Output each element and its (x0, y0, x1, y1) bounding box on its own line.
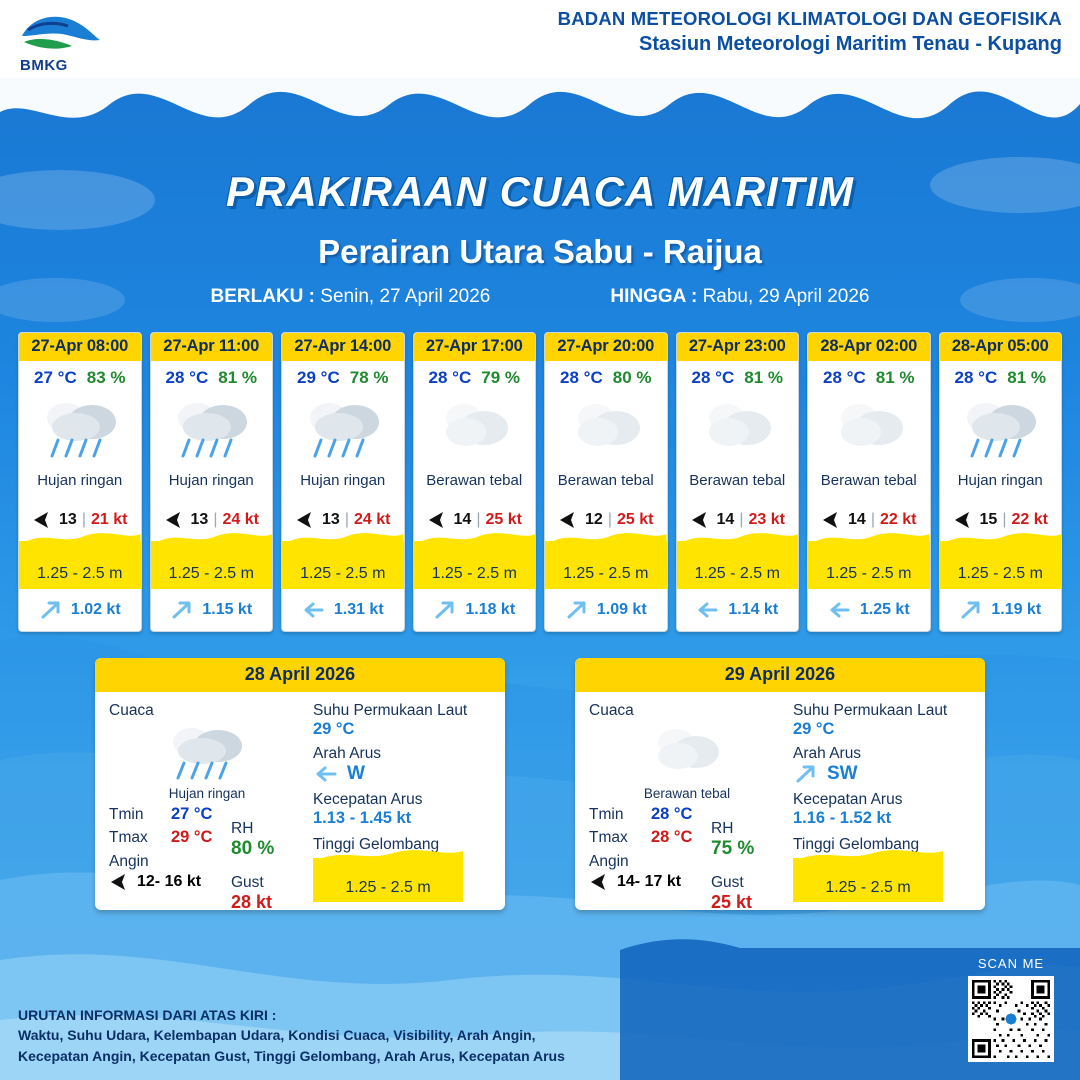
hourly-wind-speed: 13 (190, 511, 209, 528)
hourly-wind: 13 | 24 kt (282, 511, 404, 529)
hourly-time: 28-Apr 05:00 (940, 333, 1062, 361)
hourly-temp-rh (545, 368, 667, 388)
cloud-icon (545, 392, 667, 466)
hourly-wind-speed: 13 (59, 511, 77, 528)
org-line-1: BADAN METEOROLOGI KLIMATOLOGI DAN GEOFISIKA (557, 8, 1062, 29)
hourly-current-speed: 1.02 kt (70, 601, 121, 618)
daily-gust-label: Gust (711, 874, 744, 891)
header-org-text (558, 8, 1062, 56)
hourly-condition: Berawan tebal (820, 472, 917, 489)
hourly-gust: 22 kt (1011, 511, 1048, 528)
hourly-card (281, 332, 405, 632)
hourly-wave-band (19, 541, 141, 589)
bmkg-logo (14, 6, 110, 76)
daily-tmin-label: Tmin (109, 806, 144, 823)
arrow-left-icon (427, 512, 449, 528)
hourly-rh: 78 % (349, 368, 389, 387)
hourly-wind: 14 | 25 kt (414, 511, 536, 529)
hourly-temp: 27 °C (34, 368, 77, 387)
hourly-current-speed: 1.18 kt (465, 601, 516, 618)
hourly-gust: 24 kt (222, 511, 259, 528)
cloud-icon (677, 392, 799, 466)
hourly-wind: 14 | 22 kt (808, 511, 930, 529)
hourly-condition: Berawan tebal (426, 472, 523, 489)
daily-rh-label: RH (711, 820, 734, 837)
hourly-current-speed: 1.19 kt (991, 601, 1042, 618)
hourly-card (413, 332, 537, 632)
daily-tmax-row (589, 828, 785, 847)
page-subtitle: Perairan Utara Sabu - Raijua (318, 233, 762, 270)
daily-tmin-label: Tmin (589, 806, 624, 823)
daily-sst-label: Suhu Permukaan Laut (793, 702, 948, 719)
arrow-up-right-icon (39, 601, 63, 619)
hourly-temp: 28 °C (954, 368, 998, 387)
daily-gust: 28 kt (231, 892, 273, 910)
hourly-temp-rh (414, 368, 536, 388)
daily-current-speed: 1.16 - 1.52 kt (793, 809, 892, 827)
hourly-card (939, 332, 1063, 632)
daily-current-dir-row (313, 763, 491, 785)
hourly-condition: Berawan tebal (557, 472, 654, 489)
daily-sst: 29 °C (793, 720, 835, 738)
daily-tmax-row (109, 828, 305, 847)
daily-current-speed: 1.13 - 1.45 kt (313, 809, 412, 827)
daily-condition: Hujan ringan (168, 786, 246, 801)
rain-icon (282, 392, 404, 466)
daily-sst: 29 °C (313, 720, 355, 738)
hourly-time: 27-Apr 08:00 (19, 333, 141, 361)
hourly-wave: 1.25 - 2.5 m (168, 565, 254, 582)
daily-angin-row (109, 873, 305, 891)
hourly-wave-band (808, 541, 930, 589)
hourly-wave-band (545, 541, 667, 589)
arrow-up-right-icon (959, 601, 983, 619)
hourly-wind-speed: 14 (716, 511, 735, 528)
hourly-current (282, 589, 404, 631)
cloud-icon (414, 392, 536, 466)
daily-current-dir-label: Arah Arus (313, 745, 382, 762)
valid-to-value: Rabu, 29 April 2026 (702, 286, 870, 307)
hourly-current (808, 589, 930, 631)
daily-tmin: 27 °C (171, 805, 213, 823)
hourly-temp-rh (677, 368, 799, 388)
arrow-left-icon (313, 765, 339, 783)
arrow-left-icon (109, 874, 131, 890)
daily-gust: 25 kt (711, 892, 753, 910)
hourly-temp: 28 °C (560, 368, 603, 387)
hourly-wind: 13 | 24 kt (151, 511, 273, 529)
hourly-card (18, 332, 142, 632)
org-line-2: Stasiun Meteorologi Maritim Tenau - Kupang (639, 33, 1062, 55)
valid-to-label: HINGGA : (610, 286, 698, 307)
daily-tmax-label: Tmax (589, 829, 628, 846)
daily-gust-label: Gust (231, 874, 264, 891)
daily-rh: 80 % (231, 838, 275, 859)
arrow-up-right-icon (433, 601, 457, 619)
hourly-card (544, 332, 668, 632)
footer-legend (18, 1005, 565, 1066)
daily-tmin: 28 °C (651, 805, 693, 823)
rain-icon (940, 392, 1062, 466)
hourly-current-speed: 1.14 kt (728, 601, 779, 618)
daily-angin-label: Angin (589, 853, 629, 870)
hourly-current (19, 589, 141, 631)
hourly-gust: 25 kt (616, 511, 654, 528)
hourly-wind-speed: 14 (848, 511, 866, 528)
hourly-time: 27-Apr 14:00 (282, 333, 404, 361)
daily-angin-row (589, 873, 785, 891)
hourly-wind-speed: 13 (322, 511, 340, 528)
hourly-wave-band (282, 541, 404, 589)
hourly-gust: 22 kt (879, 511, 917, 528)
hourly-wind-speed: 15 (979, 511, 998, 528)
qr-code[interactable] (968, 976, 1054, 1062)
hourly-gust: 24 kt (353, 511, 391, 528)
hourly-rh: 83 % (86, 368, 126, 387)
hourly-wave: 1.25 - 2.5 m (957, 565, 1043, 582)
hourly-wave: 1.25 - 2.5 m (694, 565, 780, 582)
hourly-rh: 79 % (481, 368, 520, 387)
daily-tmin-row (109, 805, 305, 824)
hourly-temp: 28 °C (823, 368, 866, 387)
daily-tmax: 29 °C (171, 828, 213, 846)
hourly-wave: 1.25 - 2.5 m (431, 565, 517, 582)
hourly-rh: 80 % (612, 368, 652, 387)
hourly-wind-speed: 12 (585, 511, 603, 528)
arrow-left-icon (589, 874, 611, 890)
validity-row (0, 286, 1080, 308)
daily-condition: Berawan tebal (643, 786, 731, 801)
daily-current-dir-row (793, 763, 971, 785)
hourly-rh: 81 % (875, 368, 915, 387)
hourly-wave: 1.25 - 2.5 m (563, 565, 649, 582)
hourly-wind: 12 | 25 kt (545, 511, 667, 529)
daily-rh-label: RH (231, 820, 254, 837)
hourly-temp-rh (940, 368, 1062, 388)
hourly-temp: 29 °C (297, 368, 340, 387)
arrow-left-icon (953, 512, 975, 528)
hourly-condition: Hujan ringan (300, 472, 386, 489)
valid-to (610, 286, 869, 308)
hourly-time: 27-Apr 17:00 (414, 333, 536, 361)
cloud-icon (808, 392, 930, 466)
hourly-wave-band (677, 541, 799, 589)
daily-tmax-label: Tmax (109, 829, 148, 846)
hourly-condition: Hujan ringan (168, 472, 254, 489)
cloud-icon (589, 722, 785, 784)
daily-angin-label: Angin (109, 853, 149, 870)
bmkg-logo-text: BMKG (20, 57, 68, 74)
scan-block (968, 956, 1054, 1062)
daily-angin: 12- 16 kt (137, 873, 202, 890)
hourly-current-speed: 1.31 kt (333, 601, 384, 618)
hourly-current (677, 589, 799, 631)
rain-icon (19, 392, 141, 466)
hourly-rh: 81 % (744, 368, 783, 387)
hourly-card (676, 332, 800, 632)
arrow-left-icon (32, 512, 54, 528)
hourly-condition: Hujan ringan (957, 472, 1043, 489)
daily-wave-label: Tinggi Gelombang (793, 836, 920, 853)
daily-wave-label: Tinggi Gelombang (313, 836, 440, 853)
footer-line-1: URUTAN INFORMASI DARI ATAS KIRI : (18, 1007, 277, 1024)
daily-angin: 14- 17 kt (617, 873, 682, 890)
hourly-current (545, 589, 667, 631)
hourly-current-speed: 1.25 kt (859, 601, 910, 618)
arrow-left-icon (696, 601, 720, 619)
hourly-wind-speed: 14 (453, 511, 472, 528)
hourly-temp-rh (282, 368, 404, 388)
valid-from (211, 286, 491, 308)
daily-current-speed-label: Kecepatan Arus (313, 791, 423, 808)
hourly-wave-band (940, 541, 1062, 589)
arrow-left-icon (821, 512, 843, 528)
hourly-current-speed: 1.09 kt (596, 601, 647, 618)
daily-card (575, 658, 985, 910)
arrow-up-right-icon (565, 601, 589, 619)
rain-icon (151, 392, 273, 466)
hourly-gust: 23 kt (748, 511, 785, 528)
arrow-left-icon (558, 512, 580, 528)
hourly-time: 27-Apr 23:00 (677, 333, 799, 361)
hourly-current-speed: 1.15 kt (202, 601, 253, 618)
daily-wave: 1.25 - 2.5 m (345, 879, 431, 896)
daily-wave-box (793, 858, 943, 902)
hourly-time: 28-Apr 02:00 (808, 333, 930, 361)
arrow-left-icon (828, 601, 852, 619)
daily-sst-label: Suhu Permukaan Laut (313, 702, 468, 719)
hourly-temp-rh (151, 368, 273, 388)
daily-current-dir-label: Arah Arus (793, 745, 862, 762)
daily-cuaca-label: Cuaca (589, 702, 634, 719)
hourly-card (807, 332, 931, 632)
hourly-condition: Hujan ringan (37, 472, 123, 489)
arrow-left-icon (302, 601, 326, 619)
daily-rh: 75 % (711, 838, 755, 859)
daily-date: 28 April 2026 (95, 658, 505, 692)
hourly-current (940, 589, 1062, 631)
hourly-wave-band (151, 541, 273, 589)
hourly-time: 27-Apr 11:00 (151, 333, 273, 361)
hourly-gust: 25 kt (485, 511, 522, 528)
arrow-up-right-icon (793, 765, 819, 783)
daily-cuaca-label: Cuaca (109, 702, 154, 719)
arrow-up-right-icon (170, 601, 194, 619)
valid-from-label: BERLAKU : (210, 286, 316, 307)
hourly-temp-rh (808, 368, 930, 388)
hourly-wind: 14 | 23 kt (677, 511, 799, 529)
arrow-left-icon (164, 512, 186, 528)
daily-current-speed-label: Kecepatan Arus (793, 791, 903, 808)
hourly-forecast-row (18, 332, 1062, 632)
arrow-left-icon (690, 512, 712, 528)
daily-current-dir: SW (827, 763, 858, 784)
hourly-current (414, 589, 536, 631)
daily-tmin-row (589, 805, 785, 824)
page-header (0, 0, 1080, 78)
hourly-wind: 15 | 22 kt (940, 511, 1062, 529)
arrow-left-icon (295, 512, 317, 528)
scan-label: SCAN ME (977, 956, 1045, 971)
hourly-temp-rh (19, 368, 141, 388)
hourly-condition: Berawan tebal (689, 472, 786, 489)
footer-line-3: Kecepatan Angin, Kecepatan Gust, Tinggi Gelombang, Arah Arus, Kecepatan Arus (18, 1047, 565, 1064)
hourly-wave: 1.25 - 2.5 m (300, 565, 386, 582)
hourly-gust: 21 kt (90, 511, 128, 528)
daily-card (95, 658, 505, 910)
daily-wave-box (313, 858, 463, 902)
valid-from-value: Senin, 27 April 2026 (320, 286, 491, 307)
hourly-current (151, 589, 273, 631)
hourly-temp: 28 °C (428, 368, 472, 387)
rain-icon (109, 722, 305, 784)
page-title: PRAKIRAAN CUACA MARITIM (225, 168, 855, 215)
hourly-temp: 28 °C (165, 368, 209, 387)
hourly-wind: 13 | 21 kt (19, 511, 141, 529)
hourly-time: 27-Apr 20:00 (545, 333, 667, 361)
hourly-wave: 1.25 - 2.5 m (37, 565, 123, 582)
hourly-temp: 28 °C (691, 368, 735, 387)
hourly-rh: 81 % (1007, 368, 1046, 387)
daily-tmax: 28 °C (651, 828, 693, 846)
hourly-card (150, 332, 274, 632)
daily-current-dir: W (347, 763, 365, 784)
footer-line-2: Waktu, Suhu Udara, Kelembapan Udara, Kondisi Cuaca, Visibility, Arah Angin, (18, 1027, 536, 1044)
hourly-wave-band (414, 541, 536, 589)
daily-wave: 1.25 - 2.5 m (825, 879, 911, 896)
hourly-wave: 1.25 - 2.5 m (826, 565, 912, 582)
daily-date: 29 April 2026 (575, 658, 985, 692)
daily-forecast-row (0, 658, 1080, 910)
hourly-rh: 81 % (218, 368, 257, 387)
